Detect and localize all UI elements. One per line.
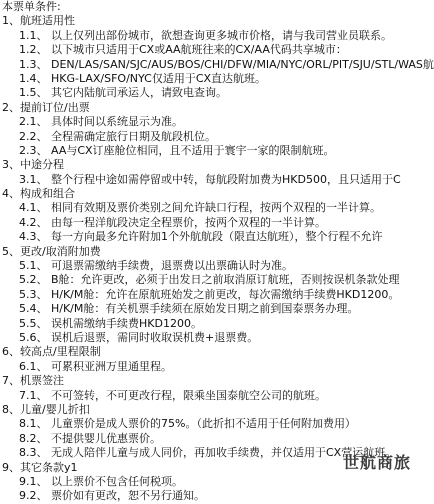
condition-item: 5.5、 误机需缴纳手续费HKD1200。 <box>19 316 202 330</box>
condition-item: 5.1、 可退票需缴纳手续费，退票费以出票确认时为准。 <box>19 259 293 273</box>
condition-item: 8.2、 不提供婴儿优惠票价。 <box>19 431 161 445</box>
section-heading: 5、更改/取消附加费 <box>2 244 101 258</box>
condition-list <box>0 14 434 503</box>
document-title: 本票单条件: <box>2 0 61 13</box>
condition-item: 1.1、 以上仅列出部份城市，欲想查询更多城市价格，请与我司营业员联系。 <box>19 28 392 42</box>
condition-item: 5.4、 H/K/M舱：有关机票手续须在原始发日期之前到国泰票务办理。 <box>19 302 359 316</box>
condition-item: 9.2、 票价如有更改，恕不另行通知。 <box>19 489 205 503</box>
condition-item: 4.3、 每一方向最多允许附加1个外航航段（限直达航班），整个行程不允许 <box>19 230 383 244</box>
section-heading: 8、儿童/婴儿折扣 <box>2 402 90 416</box>
condition-item: 2.1、 具体时间以系统显示为准。 <box>19 115 183 129</box>
condition-item: 1.4、 HKG-LAX/SFO/NYC仅适用于CX直达航班。 <box>19 71 267 85</box>
condition-item: 2.3、 AA与CX订座舱位相同，且不适用于寰宇一家的限制航班。 <box>19 143 335 157</box>
condition-item: 1.2、 以下城市只适用于CX或AA航班往来的CX/AA代码共享城市： <box>19 43 347 57</box>
condition-item: 6.1、 可累积亚洲万里通里程。 <box>19 359 172 373</box>
condition-item: 4.2、 由每一程洋航段决定全程票价，按两个双程的一半计算。 <box>19 215 326 229</box>
section-heading: 2、提前订位/出票 <box>2 100 90 114</box>
condition-item: 9.1、 以上票价不包含任何税项。 <box>19 474 183 488</box>
condition-item: 4.1、 相同有效期及票价类别之间允许缺口行程，按两个双程的一半计算。 <box>19 201 381 215</box>
condition-item: 5.3、 H/K/M舱：允许在原航班始发之前更改，每次需缴纳手续费HKD1200。 <box>19 287 400 301</box>
section-heading: 4、构成和组合 <box>2 187 75 201</box>
condition-item: 5.2、 B舱：允许更改，必须于出发日之前取消原订航班，否则按误机条款处理 <box>19 273 400 287</box>
section-heading: 9、其它条款y1 <box>2 460 78 474</box>
condition-item: 2.2、 全程需确定旅行日期及航段机位。 <box>19 129 216 143</box>
condition-item: 3.1、 整个行程中途如需停留或中转，每航段附加费为HKD500，且只适用于C <box>19 172 401 186</box>
watermark-logo: 世航商旅 <box>342 453 411 472</box>
condition-item: 1.3、 DEN/LAS/SAN/SJC/AUS/BOS/CHI/DFW/MIA/NYC/ORL/PIT/SJU/STL/WAS航 <box>19 57 434 71</box>
condition-item: 1.5、 其它内陆航司承运人，请致电查询。 <box>19 86 227 100</box>
condition-item: 7.1、 不可签转，不可更改行程，限乘坐国泰航空公司的航班。 <box>19 388 326 402</box>
condition-item: 8.3、 无成人陪伴儿童与成人同价，再加收手续费，并仅适用于CX营运航班。 <box>19 446 397 460</box>
condition-item: 5.6、 误机后退票，需同时收取误机费+退票费。 <box>19 330 259 344</box>
condition-item: 8.1、 儿童票价是成人票价的75%。（此折扣不适用于任何附加费用） <box>19 417 356 431</box>
section-heading: 1、航班适用性 <box>2 14 75 28</box>
section-heading: 7、机票签注 <box>2 374 64 388</box>
section-heading: 6、较高点/里程限制 <box>2 345 101 359</box>
section-heading: 3、中途分程 <box>2 158 64 172</box>
